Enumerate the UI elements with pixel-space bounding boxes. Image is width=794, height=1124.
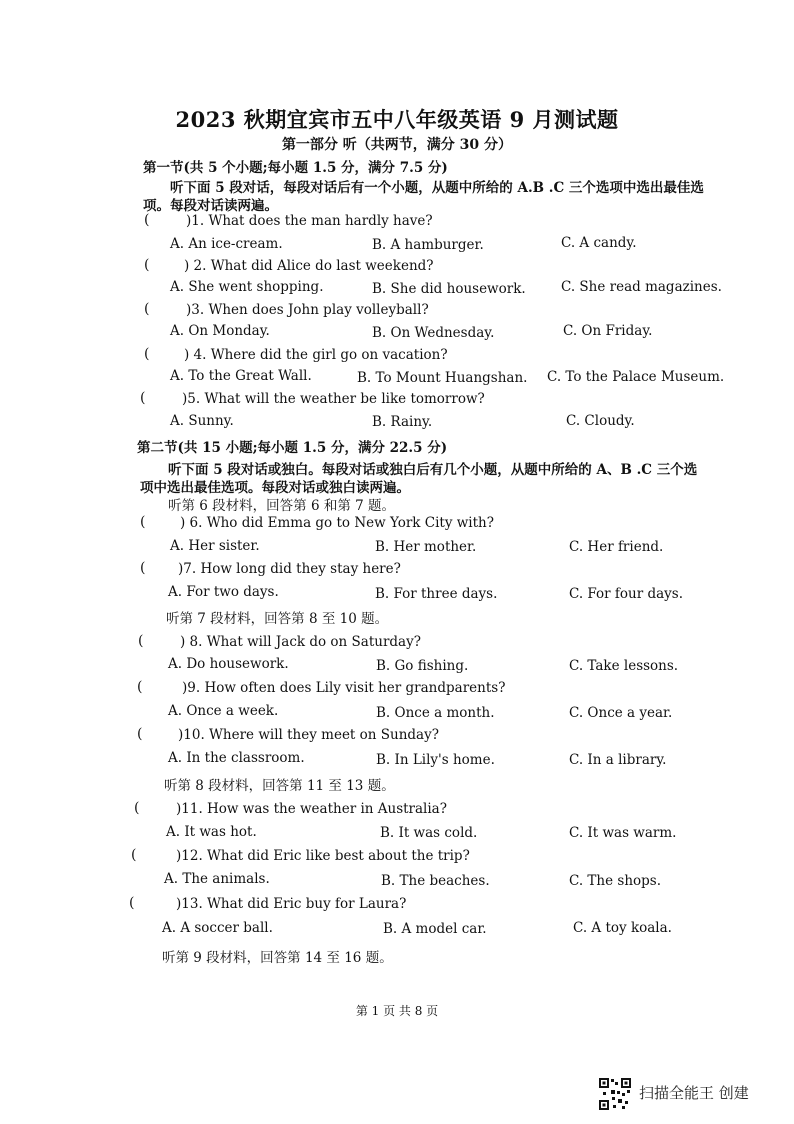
section1-instructions-line2: 项。每段对话读两遍。 <box>143 198 278 214</box>
option-3c: C. On Friday. <box>563 323 653 339</box>
option-1b: B. A hamburger. <box>372 237 484 253</box>
question-8: ) 8. What will Jack do on Saturday? <box>180 634 421 650</box>
option-6c: C. Her friend. <box>569 539 664 555</box>
option-1c: C. A candy. <box>561 235 637 251</box>
option-11a: A. It was hot. <box>166 824 257 840</box>
option-5c: C. Cloudy. <box>566 413 635 429</box>
option-7b: B. For three days. <box>375 586 498 602</box>
exam-title: 2023 秋期宜宾市五中八年级英语 9 月测试题 <box>175 107 619 132</box>
option-3b: B. On Wednesday. <box>372 325 495 341</box>
answer-paren: ( <box>144 301 150 317</box>
option-11b: B. It was cold. <box>380 825 478 841</box>
exam-part-heading: 第一部分 听（共两节，满分 30 分） <box>281 137 513 153</box>
section1-heading: 第一节(共 5 个小题;每小题 1.5 分，满分 7.5 分) <box>143 160 448 176</box>
question-4: ) 4. Where did the girl go on vacation? <box>184 347 448 363</box>
option-12c: C. The shops. <box>569 873 662 889</box>
option-9b: B. Once a month. <box>376 705 495 721</box>
section2-heading: 第二节(共 15 小题;每小题 1.5 分，满分 22.5 分) <box>137 440 448 456</box>
option-9c: C. Once a year. <box>569 705 673 721</box>
option-8c: C. Take lessons. <box>569 658 679 674</box>
option-12b: B. The beaches. <box>381 873 490 889</box>
question-11: )11. How was the weather in Australia? <box>176 801 447 817</box>
answer-paren: ( <box>144 346 150 362</box>
question-10: )10. Where will they meet on Sunday? <box>178 727 439 743</box>
question-1: )1. What does the man hardly have? <box>186 213 433 229</box>
material-8-note: 听第 8 段材料，回答第 11 至 13 题。 <box>164 778 395 794</box>
option-2b: B. She did housework. <box>372 281 526 297</box>
question-5: )5. What will the weather be like tomorrow? <box>182 391 485 407</box>
option-4b: B. To Mount Huangshan. <box>357 370 528 386</box>
option-4a: A. To the Great Wall. <box>170 368 312 384</box>
answer-paren: ( <box>144 257 150 273</box>
answer-paren: ( <box>131 847 137 863</box>
option-13a: A. A soccer ball. <box>162 920 273 936</box>
option-13b: B. A model car. <box>383 921 487 937</box>
material-9-note: 听第 9 段材料，回答第 14 至 16 题。 <box>162 950 393 966</box>
answer-paren: ( <box>134 800 140 816</box>
answer-paren: ( <box>140 560 146 576</box>
option-3a: A. On Monday. <box>170 323 270 339</box>
section1-instructions-line1: 听下面 5 段对话，每段对话后有一个小题，从题中所给的 A.B .C 三个选项中选出最佳选 <box>170 180 704 196</box>
option-10c: C. In a library. <box>569 752 667 768</box>
answer-paren: ( <box>140 514 146 530</box>
material-6-note: 听第 6 段材料，回答第 6 和第 7 题。 <box>168 498 396 514</box>
answer-paren: ( <box>140 390 146 406</box>
page-number: 第 1 页 共 8 页 <box>355 1004 439 1018</box>
material-7-note: 听第 7 段材料，回答第 8 至 10 题。 <box>166 611 389 627</box>
answer-paren: ( <box>137 679 143 695</box>
option-9a: A. Once a week. <box>168 703 279 719</box>
question-3: )3. When does John play volleyball? <box>186 302 429 318</box>
answer-paren: ( <box>138 633 144 649</box>
option-13c: C. A toy koala. <box>573 920 672 936</box>
question-9: )9. How often does Lily visit her grandparents? <box>182 680 506 696</box>
option-2c: C. She read magazines. <box>561 279 722 295</box>
question-13: )13. What did Eric buy for Laura? <box>176 896 407 912</box>
question-6: ) 6. Who did Emma go to New York City with? <box>180 515 494 531</box>
question-2: ) 2. What did Alice do last weekend? <box>184 258 434 274</box>
option-4c: C. To the Palace Museum. <box>547 369 725 385</box>
option-2a: A. She went shopping. <box>170 279 324 295</box>
option-5a: A. Sunny. <box>170 413 234 429</box>
option-7c: C. For four days. <box>569 586 684 602</box>
section2-instructions-line2: 项中选出最佳选项。每段对话或独白读两遍。 <box>140 480 410 496</box>
answer-paren: ( <box>137 726 143 742</box>
option-8b: B. Go fishing. <box>376 658 469 674</box>
option-10b: B. In Lily's home. <box>376 752 495 768</box>
qr-code-icon <box>598 1077 632 1111</box>
question-7: )7. How long did they stay here? <box>178 561 401 577</box>
option-12a: A. The animals. <box>164 871 270 887</box>
scanner-watermark-text: 扫描全能王 创建 <box>639 1084 749 1102</box>
question-12: )12. What did Eric like best about the trip? <box>176 848 470 864</box>
option-8a: A. Do housework. <box>168 656 289 672</box>
option-6a: A. Her sister. <box>170 538 260 554</box>
option-10a: A. In the classroom. <box>168 750 305 766</box>
option-11c: C. It was warm. <box>569 825 677 841</box>
option-7a: A. For two days. <box>168 584 279 600</box>
section2-instructions-line1: 听下面 5 段对话或独白。每段对话或独白后有几个小题，从题中所给的 A、B .C 三个选 <box>168 462 698 478</box>
option-6b: B. Her mother. <box>375 539 477 555</box>
option-5b: B. Rainy. <box>372 414 433 430</box>
answer-paren: ( <box>129 895 135 911</box>
option-1a: A. An ice-cream. <box>170 236 283 252</box>
answer-paren: ( <box>144 212 150 228</box>
